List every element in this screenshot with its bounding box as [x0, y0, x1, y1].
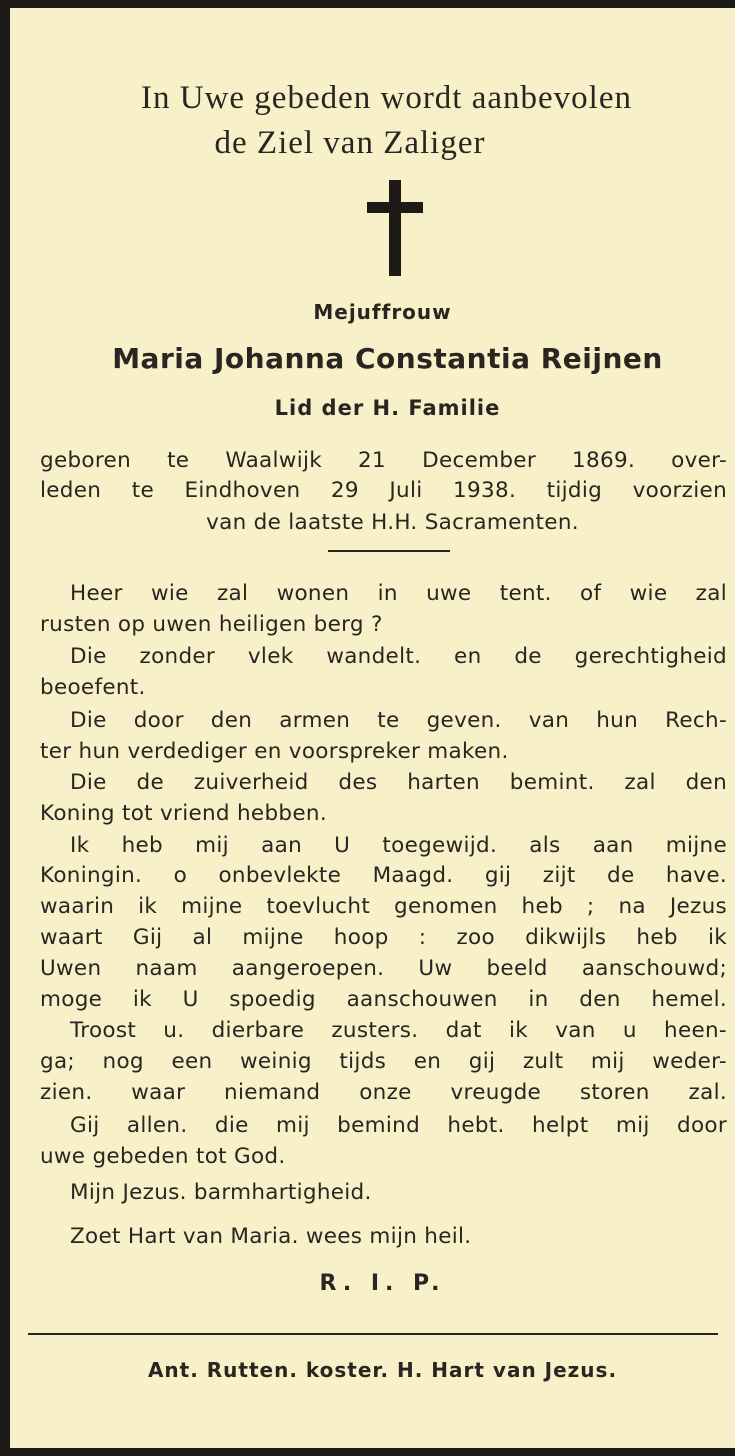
prayer-line: rusten op uwen heiligen berg ?	[40, 612, 383, 637]
prayer-line: Troost u. dierbare zusters. dat ik van u heen-	[70, 1018, 727, 1043]
prayer-line: beoefent.	[40, 675, 146, 700]
heading-line-1: In Uwe gebeden wordt aanbevolen	[141, 80, 632, 116]
prayer-line: waarin ik mijne toevlucht genomen heb ; na Jezus	[40, 894, 727, 919]
memorial-card	[10, 8, 735, 1448]
detail-line-3: van de laatste H.H. Sacramenten.	[206, 510, 579, 535]
prayer-line: uwe gebeden tot God.	[40, 1144, 286, 1169]
prayer-line: Die de zuiverheid des harten bemint. zal den	[70, 770, 727, 795]
footer-divider	[28, 1333, 718, 1335]
deceased-name: Maria Johanna Constantia Reijnen	[112, 342, 663, 375]
prayer-line: waart Gij al mijne hoop : zoo dikwijls heb ik	[40, 925, 727, 950]
short-divider	[328, 550, 450, 552]
latin-cross-icon	[367, 180, 423, 276]
prayer-line: ter hun verdediger en voorspreker maken.	[40, 739, 509, 764]
title: Mejuffrouw	[313, 300, 452, 324]
rip-text: R. I. P.	[319, 1271, 446, 1296]
prayer-line: Die zonder vlek wandelt. en de gerechtigheid	[70, 644, 727, 669]
prayer-line: Koningin. o onbevlekte Maagd. gij zijt de have.	[40, 863, 727, 888]
heading-line-2: de Ziel van Zaliger	[214, 125, 486, 161]
prayer-line: Uwen naam aangeroepen. Uw beeld aanschouwd;	[40, 956, 727, 981]
prayer-line: Heer wie zal wonen in uwe tent. of wie zal	[70, 581, 727, 606]
prayer-line: moge ik U spoedig aanschouwen in den hemel.	[40, 987, 727, 1012]
printer-credit: Ant. Rutten. koster. H. Hart van Jezus.	[147, 1358, 618, 1382]
prayer-line: zien. waar niemand onze vreugde storen zal.	[40, 1080, 727, 1105]
prayer-line: Mijn Jezus. barmhartigheid.	[70, 1180, 372, 1205]
detail-line-1: geboren te Waalwijk 21 December 1869. over-	[40, 448, 727, 473]
subtitle: Lid der H. Familie	[274, 396, 501, 420]
detail-line-2: leden te Eindhoven 29 Juli 1938. tijdig voorzien	[40, 478, 727, 503]
prayer-line: ga; nog een weinig tijds en gij zult mij weder-	[40, 1049, 727, 1074]
prayer-line: Zoet Hart van Maria. wees mijn heil.	[70, 1224, 472, 1249]
prayer-line: Gij allen. die mij bemind hebt. helpt mij door	[70, 1113, 727, 1138]
prayer-line: Die door den armen te geven. van hun Rech-	[70, 708, 727, 733]
prayer-line: Ik heb mij aan U toegewijd. als aan mijne	[70, 833, 727, 858]
prayer-line: Koning tot vriend hebben.	[40, 801, 327, 826]
